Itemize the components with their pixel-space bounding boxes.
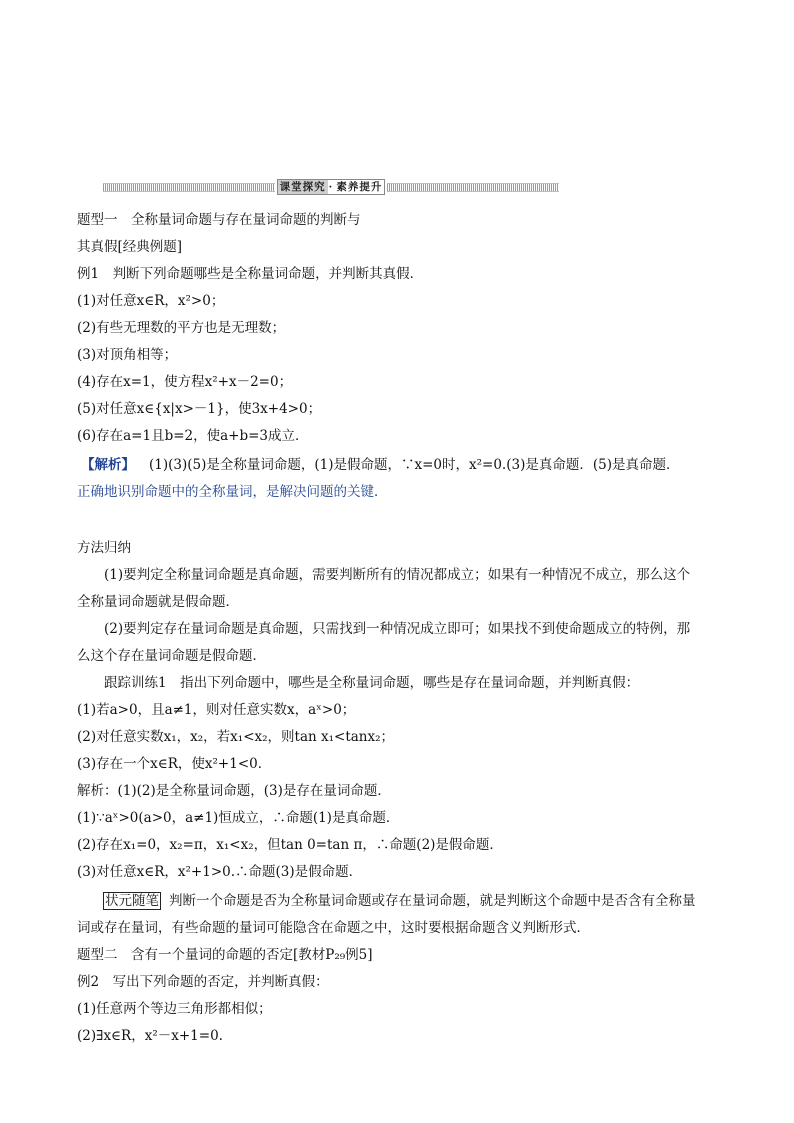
tip-text-cont: 词或存在量词，有些命题的量词可能隐含在命题之中，这时要根据命题含义判断形式． <box>77 920 590 936</box>
banner-hatch-right <box>387 183 559 192</box>
type1-heading-cont: 其真假[经典例题] <box>77 239 183 255</box>
neg-2: (2)∃x∈R，x²－x+1=0. <box>77 1028 223 1044</box>
prop-1: (1)对任意x∈R，x²>0； <box>77 293 225 309</box>
answer-intro: 解析：(1)(2)是全称量词命题，(3)是存在量词命题． <box>77 783 391 799</box>
type2-heading: 题型二 含有一个量词的命题的否定[教材P₂₉例5] <box>77 947 373 963</box>
banner-left-text: 课堂探究 <box>279 181 326 193</box>
practice-3: (3)存在一个x∈R，使x²+1<0． <box>77 756 272 772</box>
method-2a: (2)要判定存在量词命题是真命题，只需找到一种情况成立即可；如果找不到使命题成立的特例，那 <box>104 621 691 637</box>
example1-title: 例1 判断下列命题哪些是全称量词命题，并判断其真假． <box>77 266 424 282</box>
tip-tag: 状元随笔 <box>105 893 159 909</box>
method-1a: (1)要判定全称量词命题是真命题，需要判断所有的情况都成立；如果有一种情况不成立，那么这个 <box>104 567 691 583</box>
prop-2: (2)有些无理数的平方也是无理数； <box>77 320 286 336</box>
answer-1: (1)∵aˣ>0(a>0，a≠1)恒成立，∴命题(1)是真命题． <box>77 810 400 826</box>
method-2b: 么这个存在量词命题是假命题． <box>77 648 266 664</box>
answer-2: (2)存在x₁=0，x₂=π，x₁<x₂，但tan 0=tan π，∴命题(2)是假命题． <box>77 837 503 853</box>
method-1b: 全称量词命题就是假命题． <box>77 594 239 610</box>
practice-2: (2)对任意实数x₁，x₂，若x₁<x₂，则tan x₁<tanx₂； <box>77 729 395 745</box>
solution-text: (1)(3)(5)是全称量词命题，(1)是假命题，∵x=0时，x²=0.(3)是真命题．(5)是真命题． <box>149 457 680 473</box>
prop-4: (4)存在x=1，使方程x²+x－2=0； <box>77 374 293 390</box>
solution-line <box>81 456 679 474</box>
banner-hatch-left <box>103 183 275 192</box>
tip-line <box>103 892 696 910</box>
banner-right-text: 素养提升 <box>336 181 383 193</box>
banner-label <box>277 179 386 195</box>
answer-3: (3)对任意x∈R，x²+1>0.∴命题(3)是假命题． <box>77 864 363 880</box>
method-heading: 方法归纳 <box>77 540 131 556</box>
section-banner <box>103 179 559 195</box>
example2-title: 例2 写出下列命题的否定，并判断真假： <box>77 974 329 990</box>
banner-dot: · <box>328 181 334 193</box>
prop-5: (5)对任意x∈{x|x>－1}，使3x+4>0； <box>77 401 322 417</box>
practice-1: (1)若a>0，且a≠1，则对任意实数x，aˣ>0； <box>77 702 356 718</box>
solution-note: 正确地识别命题中的全称量词，是解决问题的关键． <box>77 484 388 500</box>
solution-tag: 【解析】 <box>81 457 135 473</box>
prop-3: (3)对顶角相等； <box>77 347 178 363</box>
type1-heading: 题型一 全称量词命题与存在量词命题的判断与 <box>77 212 361 228</box>
neg-1: (1)任意两个等边三角形都相似； <box>77 1001 272 1017</box>
tip-text: 判断一个命题是否为全称量词命题或存在量词命题，就是判断这个命题中是否含有全称量 <box>169 893 696 909</box>
practice-title: 跟踪训练1 指出下列命题中，哪些是全称量词命题，哪些是存在量词命题，并判断真假： <box>104 675 640 691</box>
prop-6: (6)存在a=1且b=2，使a+b=3成立． <box>77 428 309 444</box>
